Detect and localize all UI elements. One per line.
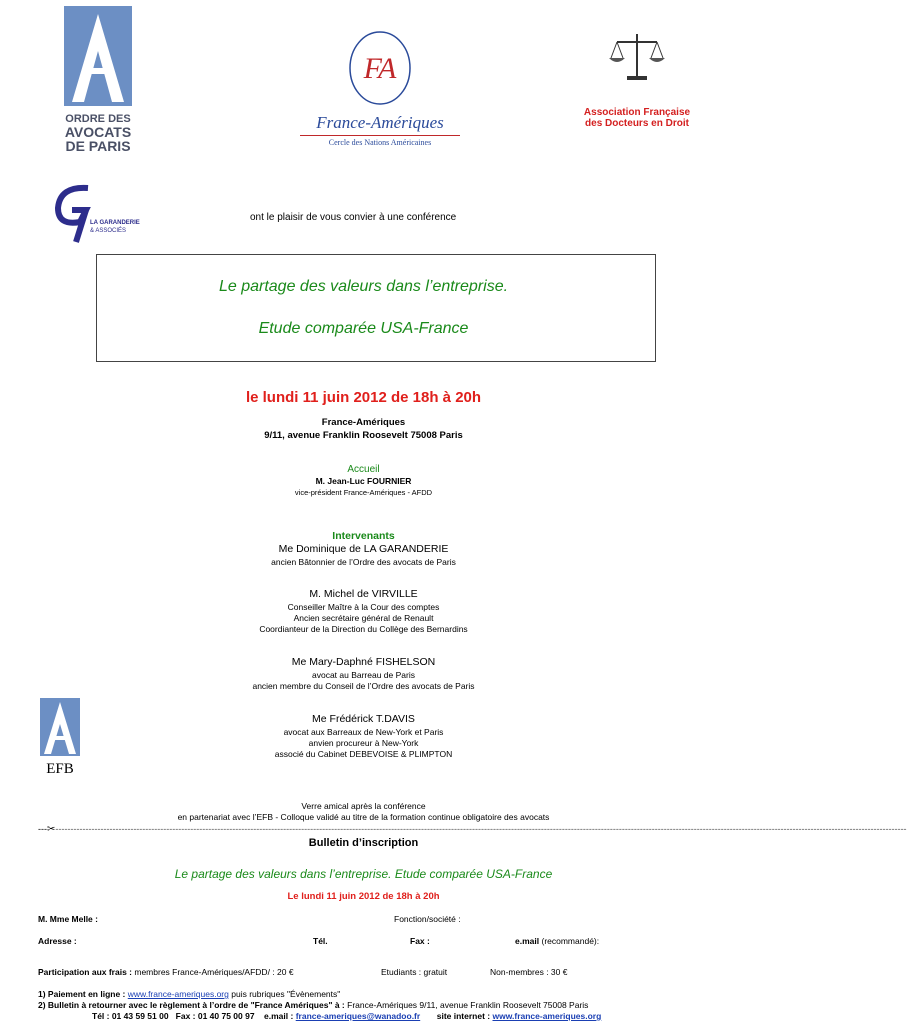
venue-name: France-Amériques (321, 417, 406, 428)
participation-row (38, 967, 294, 977)
contact-site-label: site internet : (436, 1011, 491, 1021)
tel-field-label[interactable]: Tél. (313, 936, 328, 946)
contact-email-link[interactable]: france-ameriques@wanadoo.fr (295, 1011, 421, 1021)
payment-line-2 (38, 1000, 588, 1010)
contact-line (92, 1011, 601, 1021)
speaker-1-name: Me Dominique de LA GARANDERIE (278, 543, 449, 555)
partenariat-note: en partenariat avec l’EFB - Colloque validé au titre de la formation continue obligatoire des avocats (177, 812, 550, 822)
email-label-text: e.mail (515, 936, 540, 946)
participation-students: Etudiants : gratuit (381, 967, 448, 977)
title-box (96, 254, 656, 362)
conference-date: le lundi 11 juin 2012 de 18h à 20h (245, 389, 482, 406)
speaker-2-role: Coordianteur de la Direction du Collège des Bernardins (259, 624, 468, 634)
speaker-1-role: ancien Bâtonnier de l’Ordre des avocats de Paris (271, 557, 456, 567)
speaker-2-role: Ancien secrétaire général de Renault (293, 613, 434, 623)
conference-title: Le partage des valeurs dans l’entreprise. (218, 278, 509, 295)
cut-line: ---✂-------------------------------------------------------------------------------------------------------------------------------------------------------------------------------------------------------------------------------------------------------------------------------------------- (38, 824, 907, 835)
contact-site-link[interactable]: www.france-ameriques.org (492, 1011, 602, 1021)
payment-mail-label: 2) Bulletin à retourner avec le règlement à l’ordre de "France Amériques" à : (38, 1000, 345, 1010)
accueil-name: M. Jean-Luc FOURNIER (315, 476, 412, 486)
participation-non-members: Non-membres : 30 € (490, 967, 568, 977)
fax-field-label[interactable]: Fax : (410, 936, 430, 946)
participation-members: membres France-Amériques/AFDD/ : 20 € (134, 967, 294, 977)
contact-tel: Tél : 01 43 59 51 00 (92, 1011, 169, 1021)
intervenants-heading: Intervenants (332, 530, 395, 542)
speaker-4-role: avocat aux Barreaux de New-York et Paris (283, 727, 444, 737)
speaker-2-name: M. Michel de VIRVILLE (309, 588, 418, 600)
venue-address: 9/11, avenue Franklin Roosevelt 75008 Paris (264, 430, 463, 441)
accueil-role: vice-président France-Amériques - AFDD (294, 488, 433, 497)
payment-online-link[interactable]: www.france-ameriques.org (127, 989, 229, 999)
speaker-2-role: Conseiller Maître à la Cour des comptes (287, 602, 440, 612)
email-field-label[interactable] (515, 936, 599, 946)
efb-logo: EFB (38, 698, 82, 777)
scissors-icon: ✂ (47, 824, 56, 835)
payment-line-1 (38, 989, 340, 999)
speaker-3-role: ancien membre du Conseil de l’Ordre des avocats de Paris (252, 681, 475, 691)
svg-text:FA: FA (363, 52, 397, 85)
speaker-4-role: anvien procureur à New-York (308, 738, 419, 748)
efb-emblem-icon (40, 698, 80, 756)
bulletin-subtitle: Le partage des valeurs dans l’entreprise. Etude comparée USA-France (174, 867, 553, 881)
afdd-logo: Association Française des Docteurs en Droit (572, 28, 702, 129)
name-field-label[interactable]: M. Mme Melle : (38, 914, 98, 924)
payment-online-label: 1) Paiement en ligne : (38, 989, 126, 999)
verre-amical: Verre amical après la conférence (301, 801, 426, 811)
address-field-label[interactable]: Adresse : (38, 936, 77, 946)
fa-monogram-icon (340, 28, 420, 108)
ordre-des-avocats-logo: ORDRE DES AVOCATS DE PARIS (64, 6, 132, 153)
speaker-4-name: Me Frédérick T.DAVIS (312, 713, 415, 725)
speaker-3-name: Me Mary-Daphné FISHELSON (291, 656, 436, 668)
invitation-intro: ont le plaisir de vous convier à une conférence (250, 212, 457, 223)
payment-mail-address: France-Amériques 9/11, avenue Franklin Roosevelt 75008 Paris (347, 1000, 589, 1010)
participation-label: Participation aux frais : (38, 967, 132, 977)
payment-online-suffix: puis rubriques "Évènements" (231, 989, 341, 999)
scales-of-justice-icon (607, 28, 667, 84)
function-field-label[interactable]: Fonction/société : (394, 914, 461, 924)
email-note: (recommandé): (541, 936, 600, 946)
conference-subtitle: Etude comparée USA-France (258, 320, 469, 337)
contact-email-label: e.mail : (264, 1011, 294, 1021)
bulletin-title: Bulletin d’inscription (308, 837, 419, 849)
bulletin-date: Le lundi 11 juin 2012 de 18h à 20h (287, 891, 440, 902)
avocats-emblem-icon (64, 6, 132, 106)
speaker-4-role: associé du Cabinet DEBEVOISE & PLIMPTON (274, 749, 453, 759)
speaker-3-role: avocat au Barreau de Paris (311, 670, 415, 680)
france-ameriques-logo: FA France-Amériques Cercle des Nations Américaines (290, 28, 470, 147)
contact-fax: Fax : 01 40 75 00 97 (175, 1011, 255, 1021)
accueil-heading: Accueil (347, 464, 380, 475)
garanderie-g-icon (50, 180, 100, 246)
